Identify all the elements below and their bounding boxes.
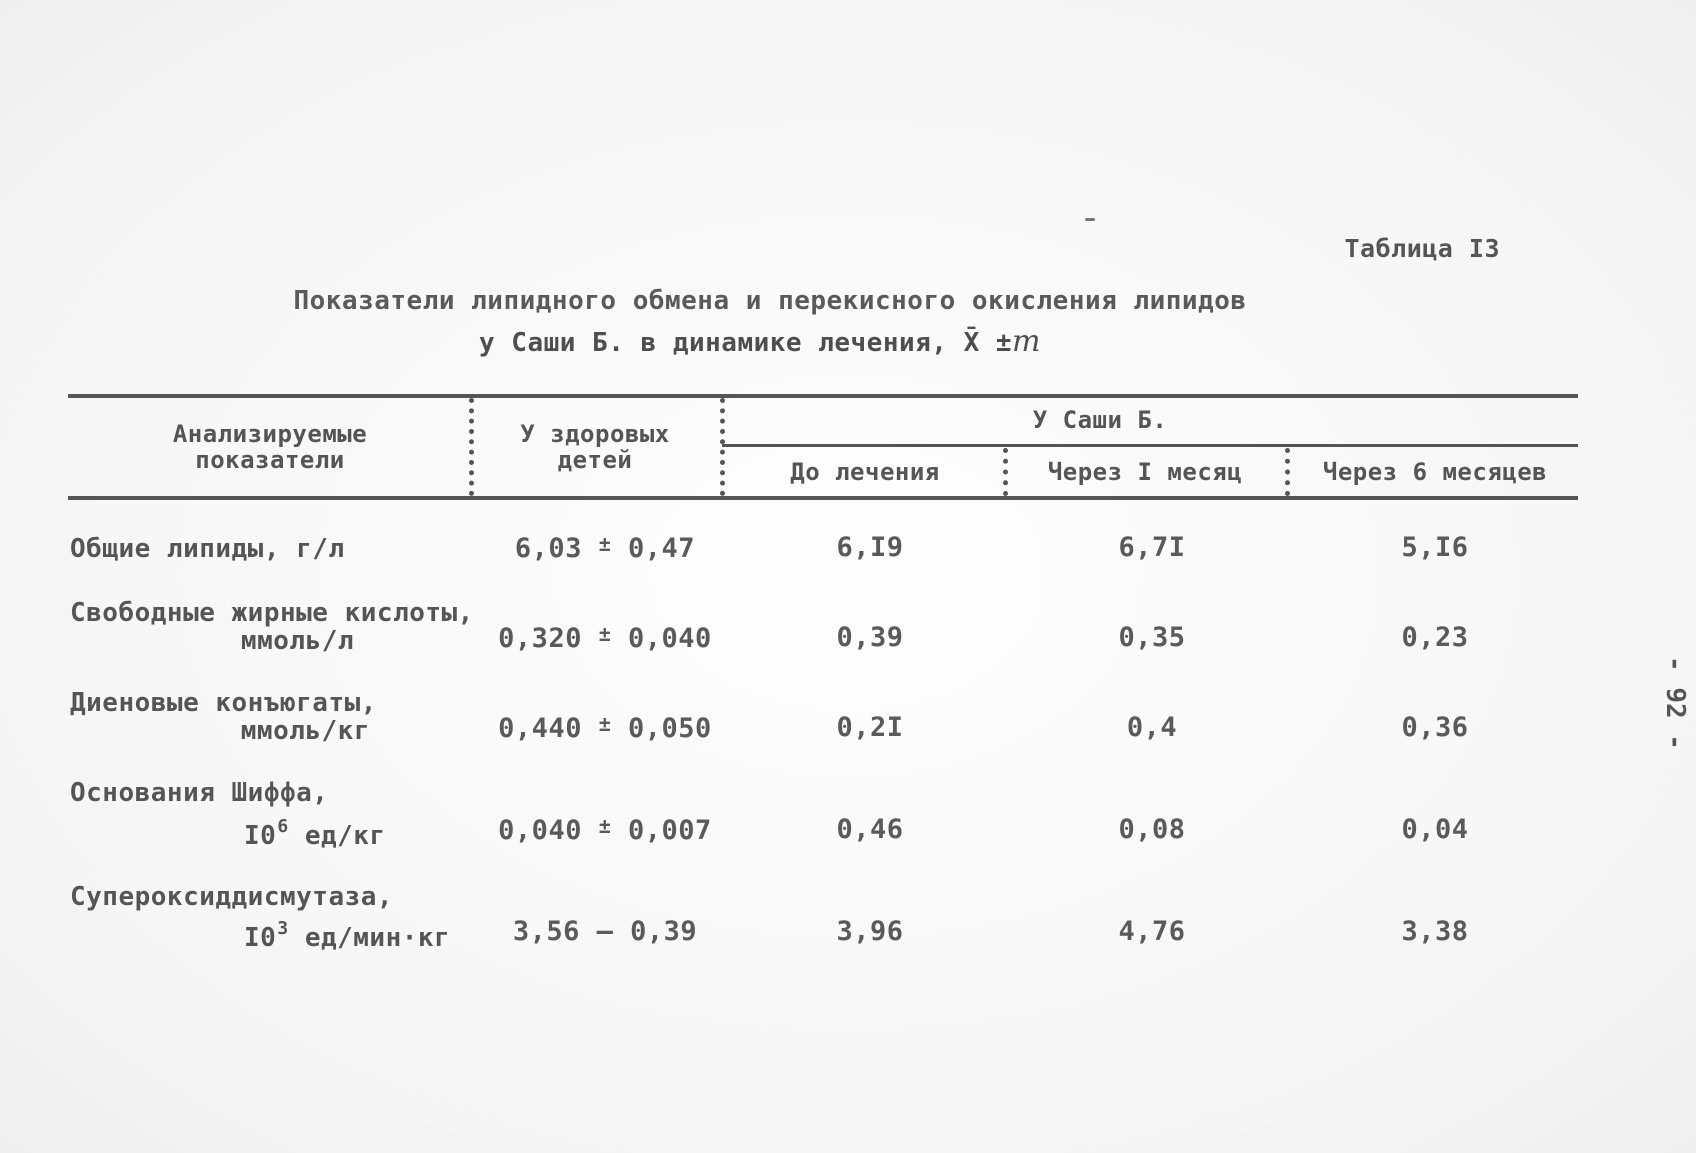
row-4-before: 0,46 xyxy=(836,814,904,845)
row-4-unit-base: I0 xyxy=(244,821,277,851)
row-5-unit-base: I0 xyxy=(244,923,277,953)
row-5-unit-exponent: 3 xyxy=(277,918,289,939)
row-1-month1: 6,7I xyxy=(1118,532,1186,563)
row-3-label-line-1: Диеновые конъюгаты, xyxy=(70,688,377,718)
header-separator-4 xyxy=(1285,448,1290,496)
table-title-line-2 xyxy=(300,324,1220,359)
header-after-6-months: Через 6 месяцев xyxy=(1322,458,1548,486)
header-bottom-rule xyxy=(68,496,1578,500)
row-3-month6: 0,36 xyxy=(1401,712,1469,743)
row-5-label-line-2 xyxy=(244,918,450,953)
row-4-unit-exponent: 6 xyxy=(277,816,289,837)
row-1-label: Общие липиды, г/л xyxy=(70,534,345,564)
row-5-healthy-mean: 3,56 xyxy=(512,916,580,947)
row-2-label-line-1: Свободные жирные кислоты, xyxy=(70,598,474,628)
header-before-treatment: До лечения xyxy=(790,458,940,486)
row-1-month6: 5,I6 xyxy=(1401,532,1469,563)
row-3-healthy-sep: ± xyxy=(598,712,612,736)
row-1-healthy xyxy=(475,532,735,564)
header-healthy-line-1: У здоровых xyxy=(520,420,670,448)
row-5-healthy xyxy=(475,916,735,947)
row-2-before: 0,39 xyxy=(836,622,904,653)
row-2-month1: 0,35 xyxy=(1118,622,1186,653)
row-4-unit: ед/кг xyxy=(304,821,386,851)
row-5-before: 3,96 xyxy=(836,916,904,947)
row-4-healthy xyxy=(475,814,735,846)
row-3-before: 0,2I xyxy=(836,712,904,743)
row-1-healthy-err: 0,47 xyxy=(628,533,696,564)
table-top-rule xyxy=(68,394,1578,398)
row-2-healthy xyxy=(475,622,735,654)
row-2-healthy-sep: ± xyxy=(598,622,612,646)
title-line-2-text: у Саши Б. в динамике лечения, X̄ ± xyxy=(478,328,1013,358)
row-2-healthy-mean: 0,320 xyxy=(498,623,582,654)
row-4-label-line-1: Основания Шиффа, xyxy=(70,778,329,808)
table-number: Таблица I3 xyxy=(1344,234,1500,263)
header-after-1-month: Через I месяц xyxy=(1047,458,1243,486)
row-1-healthy-mean: 6,03 xyxy=(514,533,582,564)
row-2-healthy-err: 0,040 xyxy=(628,623,712,654)
row-5-month6: 3,38 xyxy=(1401,916,1469,947)
table-title-line-1: Показатели липидного обмена и перекисного окисления липидов xyxy=(293,286,1247,316)
group-header-rule xyxy=(722,444,1578,447)
row-5-healthy-sep: – xyxy=(596,916,614,947)
row-4-month6: 0,04 xyxy=(1401,814,1469,845)
row-5-unit: ед/мин·кг xyxy=(304,923,451,953)
header-group: У Саши Б. xyxy=(1032,406,1168,434)
row-4-healthy-mean: 0,040 xyxy=(498,815,582,846)
header-separator-2 xyxy=(720,398,725,496)
page-number: - 92 - xyxy=(1659,656,1690,750)
row-3-healthy-mean: 0,440 xyxy=(498,713,582,744)
row-4-label-line-2 xyxy=(244,816,386,851)
row-2-label-line-2: ммоль/л xyxy=(240,626,354,656)
row-3-healthy xyxy=(475,712,735,744)
row-3-healthy-err: 0,050 xyxy=(628,713,712,744)
row-2-month6: 0,23 xyxy=(1401,622,1469,653)
title-symbol-m: m xyxy=(1012,324,1041,359)
row-1-healthy-sep: ± xyxy=(598,532,612,556)
row-5-label-line-1: Супероксиддисмутаза, xyxy=(70,882,394,912)
row-3-label-line-2: ммоль/кг xyxy=(240,716,370,746)
header-healthy-line-2: детей xyxy=(557,446,633,474)
header-separator-3 xyxy=(1003,448,1008,496)
row-4-healthy-err: 0,007 xyxy=(628,815,712,846)
row-3-month1: 0,4 xyxy=(1126,712,1178,743)
header-indicators-line-1: Анализируемые xyxy=(172,420,368,448)
header-indicators-line-2: показатели xyxy=(195,446,345,474)
row-1-before: 6,I9 xyxy=(836,532,904,563)
row-5-healthy-err: 0,39 xyxy=(630,916,698,947)
row-5-month1: 4,76 xyxy=(1118,916,1186,947)
row-4-healthy-sep: ± xyxy=(598,814,612,838)
header-separator-1 xyxy=(469,398,474,496)
scan-smudge xyxy=(1085,218,1095,221)
row-4-month1: 0,08 xyxy=(1118,814,1186,845)
